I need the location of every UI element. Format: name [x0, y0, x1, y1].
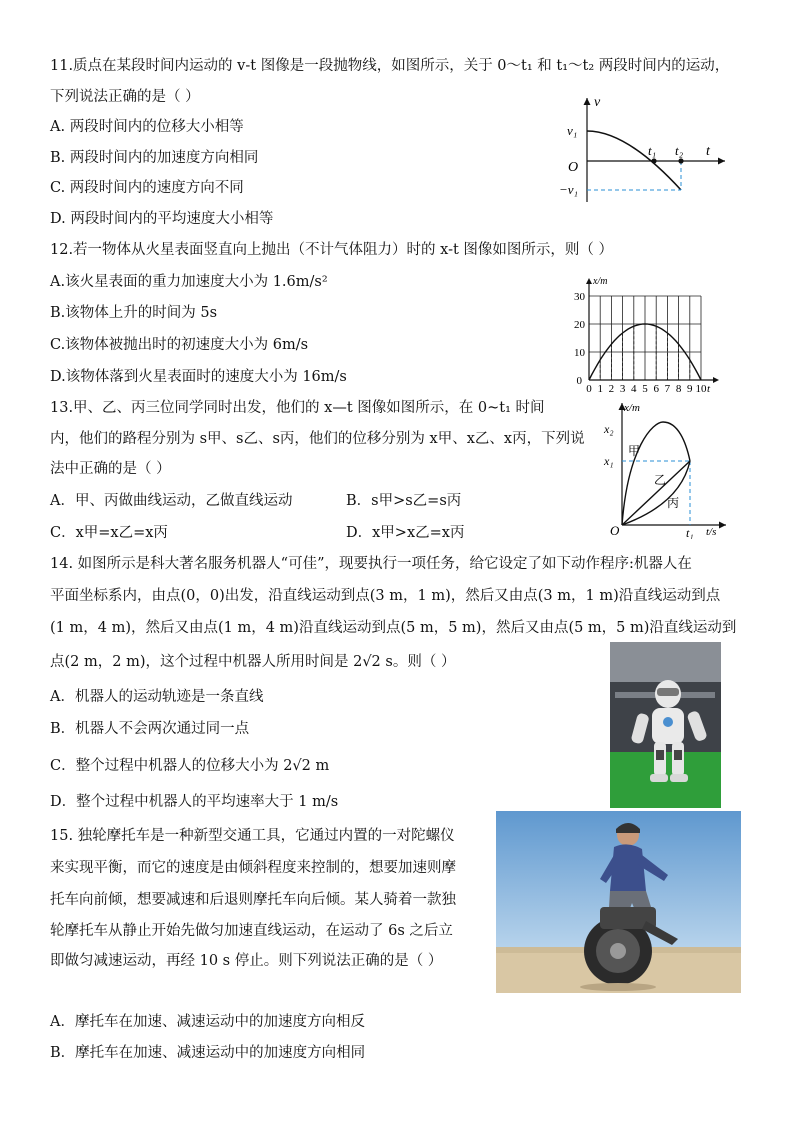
q12-x-tick-label: 6: [653, 383, 659, 395]
q12-option-a: A.该火星表面的重力加速度大小为 1.6m/s²: [50, 274, 328, 290]
q12-option-b: B.该物体上升的时间为 5s: [50, 305, 218, 321]
q13-line-yi: [622, 461, 690, 525]
q11-label-t: t: [706, 144, 710, 159]
q15-option-a: A．摩托车在加速、减速运动中的加速度方向相反: [50, 1014, 365, 1030]
q13-stem-line3: 法中正确的是（ ）: [50, 461, 171, 477]
q13-label-ts: t/s: [706, 526, 717, 538]
q14-stem-line4: 点(2 m，2 m)，这个过程中机器人所用时间是 2√2 s。则（ ）: [50, 654, 456, 670]
q12-x-tick-label: 4: [631, 383, 637, 395]
q11-label-neg-v1: −v₁: [559, 182, 579, 197]
q12-x-tick-label: 10: [695, 383, 707, 395]
q12-x-tick-label: 1: [597, 383, 603, 395]
q12-y-axis-label: x/m: [593, 276, 608, 287]
q13-label-xm: x/m: [624, 402, 640, 414]
q11-option-d: D. 两段时间内的平均速度大小相等: [50, 211, 274, 227]
q15-option-b: B．摩托车在加速、减速运动中的加速度方向相同: [50, 1045, 366, 1061]
q12-origin-label: 0: [576, 375, 582, 387]
q13-stem-line2: 内，他们的路程分别为 s甲、s乙、s丙，他们的位移分别为 x甲、x乙、x丙，下列说: [50, 431, 585, 447]
q13-xt-graph: [598, 397, 733, 539]
robot-photo: [610, 642, 721, 808]
q14-option-a: A．机器人的运动轨迹是一条直线: [50, 689, 264, 705]
q11-point-t2: [678, 158, 683, 163]
q12-x-arrow: [713, 377, 719, 383]
q11-option-a: A. 两段时间内的位移大小相等: [50, 119, 244, 135]
q12-y-tick-label: 10: [574, 347, 585, 359]
q11-label-t1: t₁: [648, 143, 657, 158]
q15-stem-line2: 来实现平衡，而它的速度是由倾斜程度来控制的，想要加速则摩: [50, 860, 456, 876]
q13-stem-line1: 13.甲、乙、丙三位同学同时出发，他们的 x—t 图像如图所示，在 0~t₁ 时间: [50, 400, 545, 416]
q12-x-tick-label: 9: [687, 383, 693, 395]
q15-stem-line4: 轮摩托车从静止开始先做匀加速直线运动，在运动了 6s 之后立: [50, 923, 453, 939]
q14-option-d: D．整个过程中机器人的平均速率大于 1 m/s: [50, 794, 339, 810]
q13-option-a: A．甲、丙做曲线运动，乙做直线运动: [50, 493, 293, 509]
q15-stem-line1: 15. 独轮摩托车是一种新型交通工具，它通过内置的一对陀螺仪: [50, 828, 455, 844]
q12-y-tick-label: 20: [574, 319, 585, 331]
q11-option-b: B. 两段时间内的加速度方向相同: [50, 150, 259, 166]
q14-stem-line2: 平面坐标系内，由点(0，0)出发，沿直线运动到点(3 m，1 m)，然后又由点(3 m，1 m)沿直线运动到点: [50, 588, 721, 604]
q13-label-x1: x₁: [604, 454, 614, 468]
q12-x-tick-label: 2: [608, 383, 615, 395]
q13-option-b: B．s甲>s乙=s丙: [346, 493, 462, 509]
q12-x-axis-label: t: [707, 383, 711, 395]
q15-stem-line5: 即做匀减速运动，再经 10 s 停止。则下列说法正确的是（ ）: [50, 953, 443, 969]
q11-label-t2: t₂: [675, 143, 684, 158]
q11-point-t1: [651, 158, 656, 163]
q13-label-x2: x₂: [604, 422, 614, 436]
unicycle-photo: [496, 811, 741, 993]
q12-y-tick-label: 30: [574, 291, 585, 303]
q12-option-d: D.该物体落到火星表面时的速度大小为 16m/s: [50, 369, 347, 385]
q12-stem: 12.若一物体从火星表面竖直向上抛出（不计气体阻力）时的 x-t 图像如图所示，则（ ）: [50, 242, 614, 258]
q14-stem-line3: (1 m，4 m)，然后又由点(1 m，4 m)沿直线运动到点(5 m，5 m)，然后又由点(5 m，5 m)沿直线运动到: [50, 620, 737, 636]
q12-x-tick-label: 0: [586, 383, 592, 395]
q13-label-t1: t₁: [686, 526, 694, 539]
q13-label-origin: O: [610, 523, 620, 538]
q14-stem-line1: 14. 如图所示是科大著名服务机器人“可佳”，现要执行一项任务，给它设定了如下动作程序:机器人在: [50, 556, 692, 572]
q14-option-b: B．机器人不会两次通过同一点: [50, 721, 250, 737]
q11-vt-graph: [555, 90, 735, 210]
q12-x-tick-label: 5: [642, 383, 648, 395]
q12-option-c: C.该物体被抛出时的初速度大小为 6m/s: [50, 337, 309, 353]
q12-x-tick-label: 7: [664, 383, 671, 395]
q11-stem-line2: 下列说法正确的是（ ）: [50, 89, 200, 105]
q13-label-jia: 甲: [628, 444, 641, 458]
q14-option-c: C．整个过程中机器人的位移大小为 2√2 m: [50, 758, 330, 774]
q12-x-tick-label: 8: [675, 383, 682, 395]
q12-x-tick-label: 3: [619, 383, 626, 395]
q12-xt-chart: [565, 268, 725, 396]
q12-y-arrow: [586, 278, 592, 284]
q13-label-yi: 乙: [654, 473, 667, 487]
q11-label-v1: v₁: [567, 123, 578, 138]
q15-stem-line3: 托车向前倾，想要减速和后退则摩托车向后倾。某人骑着一款独: [50, 892, 456, 908]
q11-label-origin: O: [568, 160, 579, 175]
q11-option-c: C. 两段时间内的速度方向不同: [50, 180, 244, 196]
q13-option-d: D．x甲>x乙=x丙: [346, 525, 465, 541]
q11-label-v: v: [594, 95, 601, 110]
q13-option-c: C．x甲=x乙=x丙: [50, 525, 168, 541]
q13-label-bing: 丙: [667, 496, 680, 510]
q11-stem-line1: 11.质点在某段时间内运动的 v-t 图像是一段抛物线，如图所示，关于 0～t₁ 和 t₁～t₂ 两段时间内的运动，: [50, 58, 730, 74]
